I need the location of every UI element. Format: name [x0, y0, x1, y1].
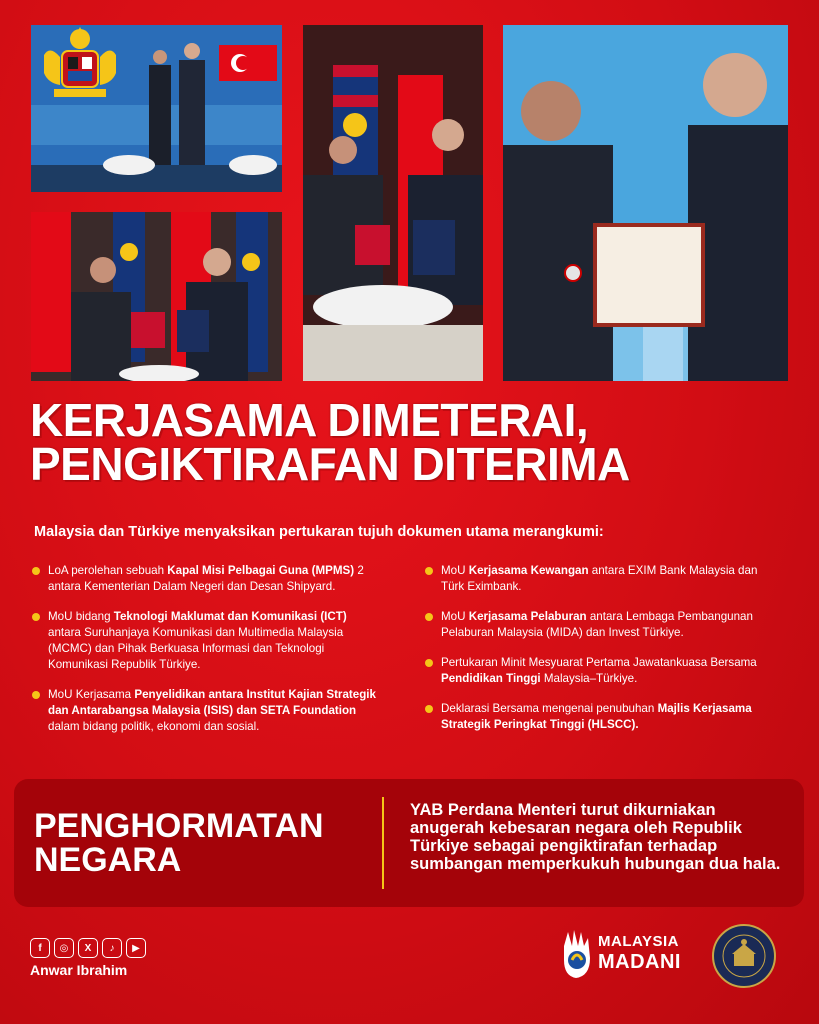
malaysia-madani-logo	[560, 928, 710, 982]
document-list-right	[425, 563, 770, 747]
facebook-icon[interactable]: f	[30, 938, 50, 958]
author-name: Anwar Ibrahim	[30, 962, 128, 978]
honor-title: PENGHORMATAN NEGARA	[34, 807, 324, 879]
jabatan-perdana-menteri-seal-icon	[712, 924, 776, 988]
headline-line-2: PENGIKTIRAFAN DITERIMA	[30, 438, 630, 490]
list-item: Pertukaran Minit Mesyuarat Pertama Jawatankuasa Bersama Pendidikan Tinggi Malaysia–Türkiye.	[425, 655, 770, 687]
emblem	[30, 25, 130, 105]
youtube-icon[interactable]: ▶	[126, 938, 146, 958]
list-item: MoU Kerjasama Kewangan antara EXIM Bank Malaysia dan Türk Eximbank.	[425, 563, 770, 595]
malaysia-coat-of-arms-icon	[30, 25, 130, 105]
madani-line-1: MALAYSIA	[598, 933, 679, 950]
list-item: MoU Kerjasama Pelaburan antara Lembaga Pembangunan Pelaburan Malaysia (MIDA) dan Invest Türkiye.	[425, 609, 770, 641]
bullet-icon	[425, 613, 433, 621]
honor-panel	[14, 779, 804, 907]
intro-text: Malaysia dan Türkiye menyaksikan pertukaran tujuh dokumen utama merangkumi:	[34, 524, 604, 540]
madani-line-2: MADANI	[598, 951, 681, 973]
bullet-icon	[425, 659, 433, 667]
x-icon[interactable]: X	[78, 938, 98, 958]
instagram-icon[interactable]: ◎	[54, 938, 74, 958]
bullet-icon	[32, 613, 40, 621]
photo-award-certificate	[503, 25, 788, 381]
headline-line-1: KERJASAMA DIMETERAI,	[30, 394, 589, 446]
headline	[30, 394, 790, 490]
list-item: MoU bidang Teknologi Maklumat dan Komunikasi (ICT) antara Suruhanjaya Komunikasi dan Multimedia Malaysia (MCMC) dan Pihak Berkuasa Informasi dan Teknologi Komunikasi Republik Türkiye.	[32, 609, 377, 673]
divider	[382, 797, 384, 889]
list-item: MoU Kerjasama Penyelidikan antara Institut Kajian Strategik dan Antarabangsa Malaysia (ISIS) dan SETA Foundation dalam bidang politik, ekonomi dan sosial.	[32, 687, 377, 735]
madani-hand-icon	[560, 928, 594, 980]
bullet-icon	[425, 567, 433, 575]
photo-document-exchange	[31, 212, 282, 381]
tiktok-icon[interactable]: ♪	[102, 938, 122, 958]
bullet-icon	[32, 567, 40, 575]
photo-handshake-flags	[303, 25, 483, 381]
list-item: LoA perolehan sebuah Kapal Misi Pelbagai Guna (MPMS) 2 antara Kementerian Dalam Negeri dan Desan Shipyard.	[32, 563, 377, 595]
bullet-icon	[32, 691, 40, 699]
document-list-left	[32, 563, 377, 749]
honor-text: YAB Perdana Menteri turut dikurniakan anugerah kebesaran negara oleh Republik Türkiye sebagai pengiktirafan terhadap sumbangan memperkukuh hubungan dua hala.	[410, 801, 781, 873]
bullet-icon	[425, 705, 433, 713]
social-links	[30, 938, 146, 958]
list-item: Deklarasi Bersama mengenai penubuhan Majlis Kerjasama Strategik Peringkat Tinggi (HLSCC).	[425, 701, 770, 733]
